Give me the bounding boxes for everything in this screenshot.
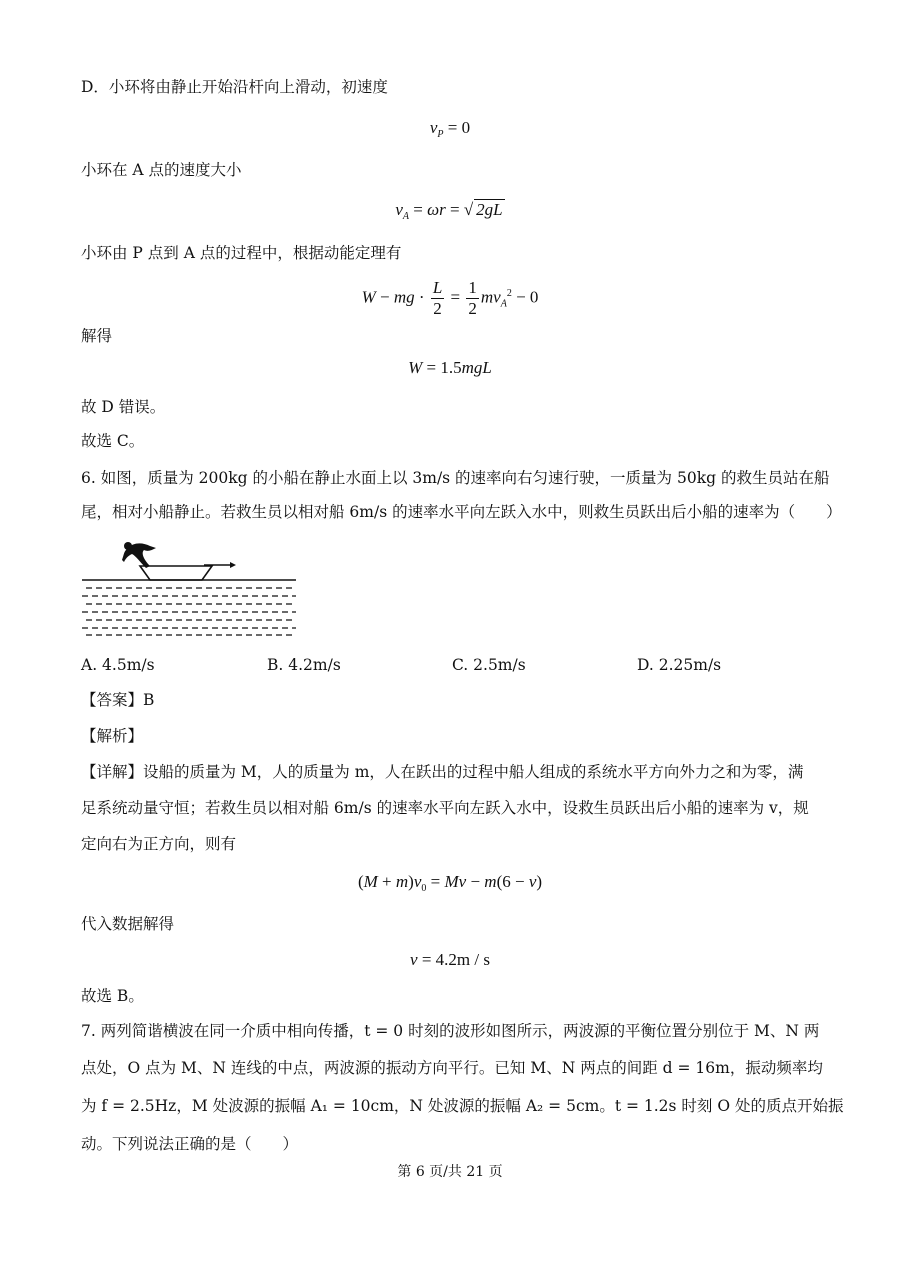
- q6-stem-line2: 尾，相对小船静止。若救生员以相对船 6m/s 的速率水平向左跃入水中，则救生员跃出后小船的速率为（ ）: [81, 503, 842, 521]
- q6-option-b[interactable]: B. 4.2m/s: [267, 656, 341, 674]
- q7-line2: 点处，O 点为 M、N 连线的中点，两波源的振动方向平行。已知 M、N 两点的间距 d = 16m，振动频率均: [81, 1059, 823, 1077]
- q5-option-d-intro: D．小环将由静止开始沿杆向上滑动，初速度: [81, 78, 388, 96]
- q5-solve-label: 解得: [81, 327, 113, 345]
- equation-va: $v_A = \omega r$ = √ 2gL: [395, 200, 503, 222]
- q7-line1: 7. 两列简谐横波在同一介质中相向传播，t = 0 时刻的波形如图所示，两波源的平衡位置分别位于 M、N 两: [81, 1022, 820, 1040]
- equation-momentum: $(M + m)v_0 = Mv - m(6 - v)$: [357, 872, 543, 894]
- page-footer: 第 6 页/共 21 页: [397, 1164, 503, 1180]
- q6-detail-line1: 【详解】设船的质量为 M，人的质量为 m，人在跃出的过程中船人组成的系统水平方向外力之和为零，满: [81, 763, 804, 781]
- q6-option-c[interactable]: C. 2.5m/s: [452, 656, 526, 674]
- q6-option-a[interactable]: A. 4.5m/s: [81, 656, 155, 674]
- q5-choose: 故选 C。: [81, 432, 145, 450]
- q5-theorem-line: 小环由 P 点到 A 点的过程中，根据动能定理有: [81, 244, 402, 262]
- equation-vp: $v_P = 0$: [429, 118, 471, 140]
- equation-w: W = 1.5mgL: [408, 358, 492, 377]
- q7-line4: 动。下列说法正确的是（ ）: [81, 1135, 299, 1153]
- boat-figure: [80, 536, 300, 640]
- equation-v: v = 4.2m / s: [410, 950, 490, 969]
- q6-choose: 故选 B。: [81, 987, 144, 1005]
- q5-d-wrong: 故 D 错误。: [81, 398, 166, 416]
- q6-stem-line1: 6. 如图，质量为 200kg 的小船在静止水面上以 3m/s 的速率向右匀速行驶，一质量为 50kg 的救生员站在船: [81, 469, 830, 487]
- q6-detail-line2: 足系统动量守恒；若救生员以相对船 6m/s 的速率水平向左跃入水中，设救生员跃出后小船的速率为 v，规: [81, 799, 809, 817]
- q6-detail-line3: 定向右为正方向，则有: [81, 835, 237, 853]
- equation-work: W − mg · $\frac{L}{2}$ = $\frac{1}{2}$ $mv_A^2 - 0$: [361, 278, 539, 319]
- q6-analysis: 【解析】: [81, 727, 144, 745]
- q5-speed-at-a: 小环在 A 点的速度大小: [81, 161, 242, 179]
- q6-answer: 【答案】B: [81, 691, 155, 709]
- q6-option-d[interactable]: D. 2.25m/s: [637, 656, 722, 674]
- q6-substitute: 代入数据解得: [81, 915, 175, 933]
- q7-line3: 为 f = 2.5Hz，M 处波源的振幅 A₁ = 10cm，N 处波源的振幅 A₂ = 5cm。t = 1.2s 时刻 O 处的质点开始振: [81, 1097, 844, 1115]
